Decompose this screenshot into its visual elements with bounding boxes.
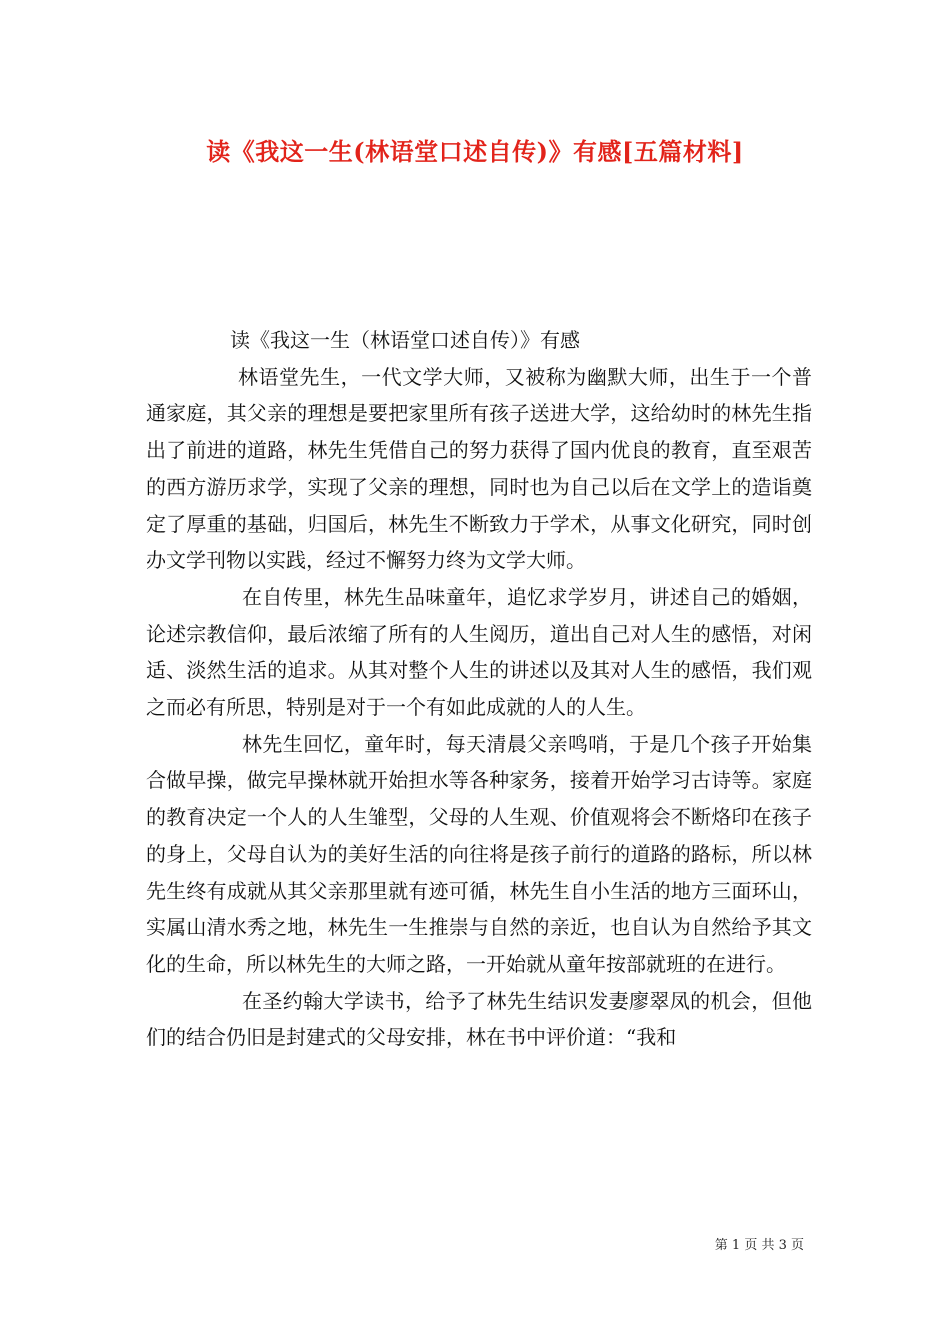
paragraph: 在圣约翰大学读书，给予了林先生结识发妻廖翠凤的机会，但他们的结合仍旧是封建式的父母安排，林在书中评价道：“我和 — [146, 988, 812, 1050]
paragraph: 林语堂先生，一代文学大师，又被称为幽默大师，出生于一个普通家庭，其父亲的理想是要把家里所有孩子送进大学，这给幼时的林先生指出了前进的道路，林先生凭借自己的努力获得了国内优良的教育，直至艰苦的西方游历求学，实现了父亲的理想，同时也为自己以后在文学上的造诣奠定了厚重的基础，归国后，林先生不断致力于学术，从事文化研究，同时创办文学刊物以实践，经过不懈努力终为文学大师。 — [146, 364, 812, 573]
paragraph: 在自传里，林先生品味童年，追忆求学岁月，讲述自己的婚姻，论述宗教信仰，最后浓缩了所有的人生阅历，道出自己对人生的感悟，对闲适、淡然生活的追求。从其对整个人生的讲述以及其对人生的感悟，我们观之而必有所思，特别是对于一个有如此成就的人的人生。 — [146, 584, 812, 720]
document-title: 读《我这一生(林语堂口述自传)》有感[五篇材料] — [206, 137, 744, 166]
article-body — [146, 322, 812, 1056]
paragraph: 林先生回忆，童年时，每天清晨父亲鸣哨，于是几个孩子开始集合做早操，做完早操林就开始担水等各种家务，接着开始学习古诗等。家庭的教育决定一个人的人生雏型，父母的人生观、价值观将会不断烙印在孩子的身上，父母自认为的美好生活的向往将是孩子前行的道路的路标，所以林先生终有成就从其父亲那里就有迹可循，林先生自小生活的地方三面环山，实属山清水秀之地，林先生一生推崇与自然的亲近，也自认为自然给予其文化的生命，所以林先生的大师之路，一开始就从童年按部就班的在进行。 — [146, 731, 812, 976]
article-subtitle: 读《我这一生（林语堂口述自传）》有感 — [230, 328, 580, 352]
page-number: 第 1 页 共 3 页 — [714, 1238, 804, 1253]
